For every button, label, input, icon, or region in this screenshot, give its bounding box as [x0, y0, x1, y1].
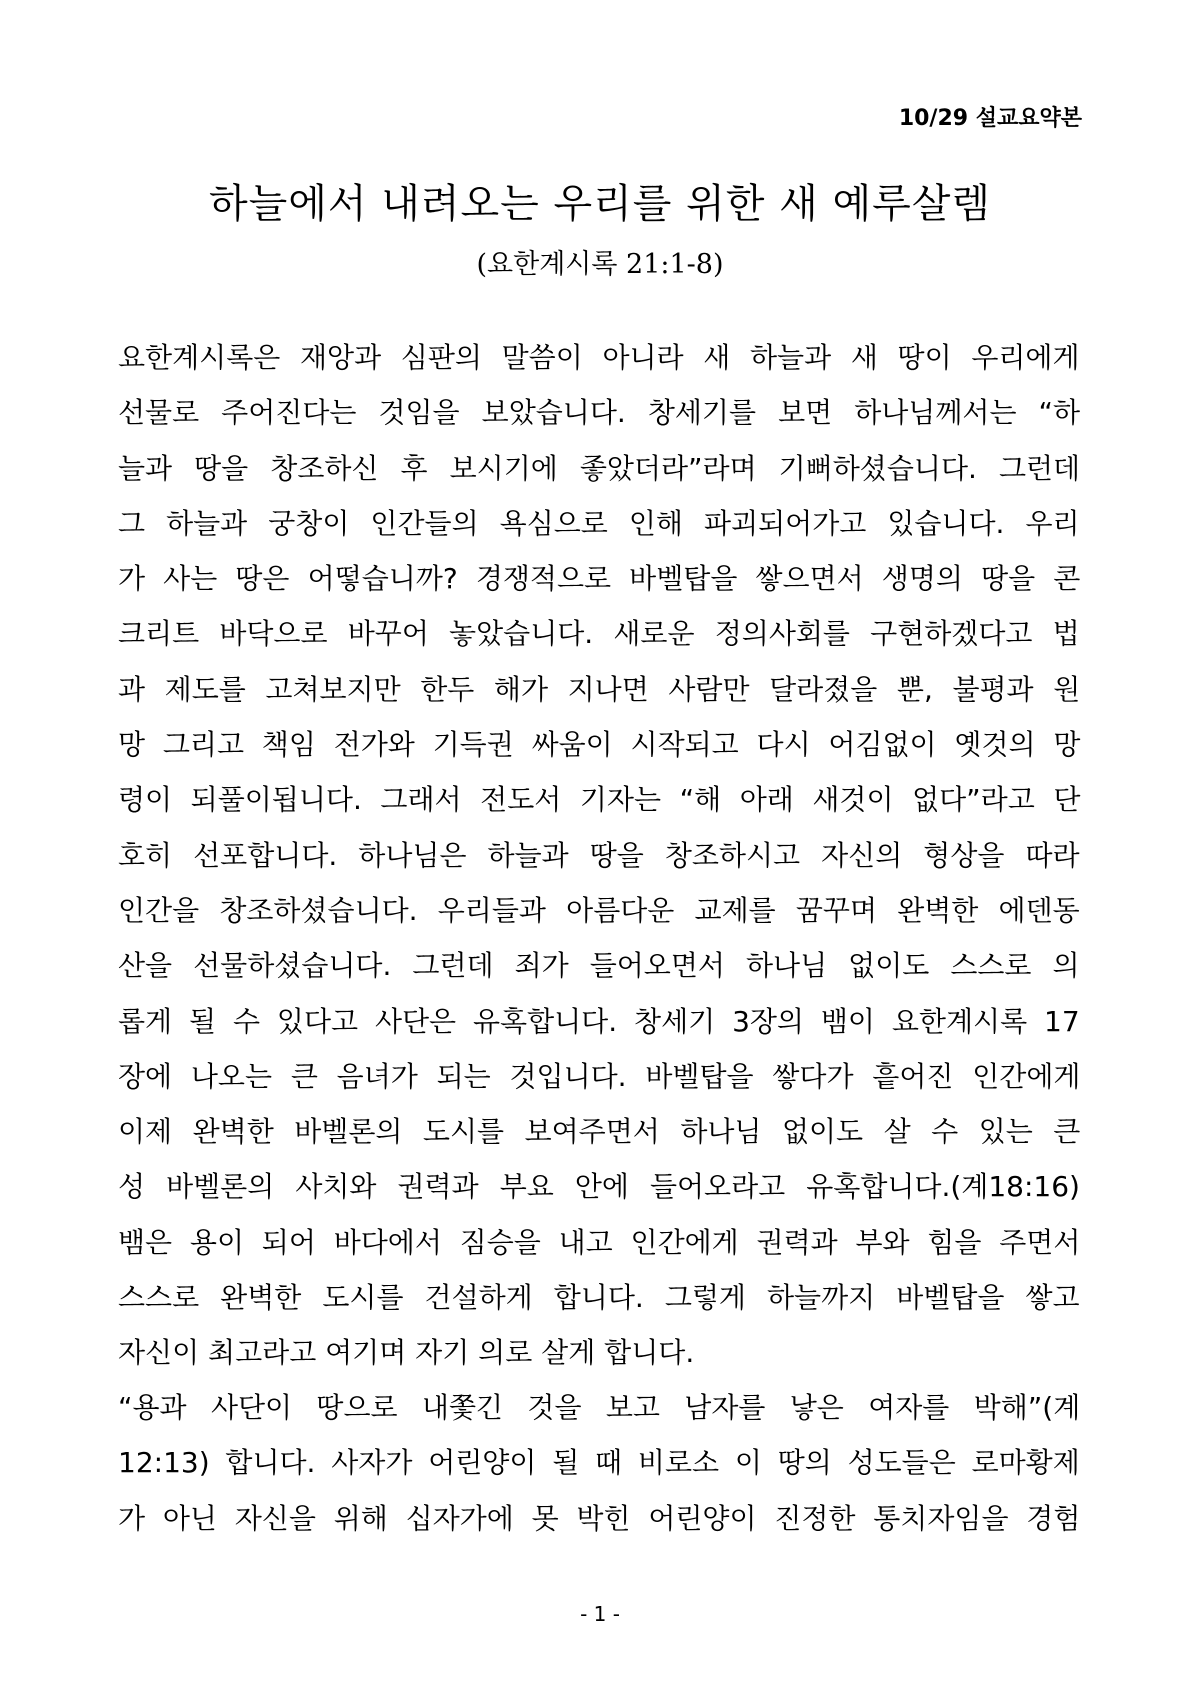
paragraph-line: 스스로 완벽한 도시를 건설하게 합니다. 그렇게 하늘까지 바벨탑을 쌓고	[118, 1281, 1080, 1315]
paragraph-line: 그 하늘과 궁창이 인간들의 욕심으로 인해 파괴되어가고 있습니다. 우리	[118, 506, 1080, 540]
paragraph-line: 요한계시록은 재앙과 심판의 말씀이 아니라 새 하늘과 새 땅이 우리에게	[118, 341, 1080, 374]
paragraph-line: 12:13) 합니다. 사자가 어린양이 될 때 비로소 이 땅의 성도들은 로마황제	[118, 1446, 1080, 1480]
paragraph-line: 망 그리고 책임 전가와 기득권 싸움이 시작되고 다시 어김없이 옛것의 망	[118, 728, 1081, 762]
paragraph-line: 가 아닌 자신을 위해 십자가에 못 박힌 어린양이 진정한 통치자임을 경험	[118, 1501, 1081, 1535]
paragraph-line: 롭게 될 수 있다고 사단은 유혹합니다. 창세기 3장의 뱀이 요한계시록 17	[118, 1004, 1080, 1038]
paragraph-line: “용과 사단이 땅으로 내쫓긴 것을 보고 남자를 낳은 여자를 박해”(계	[118, 1391, 1081, 1424]
sermon-title: 하늘에서 내려오는 우리를 위한 새 예루살렘	[208, 181, 992, 227]
paragraph-line: 이제 완벽한 바벨론의 도시를 보여주면서 하나님 없이도 살 수 있는 큰	[118, 1115, 1081, 1149]
scripture-reference: (요한계시록 21:1-8)	[476, 249, 724, 280]
paragraph-line: 가 사는 땅은 어떻습니까? 경쟁적으로 바벨탑을 쌓으면서 생명의 땅을 콘	[118, 562, 1081, 596]
paragraph-line: 령이 되풀이됩니다. 그래서 전도서 기자는 “해 아래 새것이 없다”라고 단	[118, 783, 1081, 817]
paragraph-line: 선물로 주어진다는 것임을 보았습니다. 창세기를 보면 하나님께서는 “하	[118, 396, 1081, 430]
paragraph-line: 호히 선포합니다. 하나님은 하늘과 땅을 창조하시고 자신의 형상을 따라	[118, 838, 1080, 872]
paragraph-line: 산을 선물하셨습니다. 그런데 죄가 들어오면서 하나님 없이도 스스로 의	[118, 949, 1080, 983]
paragraph-line: 크리트 바닥으로 바꾸어 놓았습니다. 새로운 정의사회를 구현하겠다고 법	[118, 617, 1080, 651]
paragraph-line: 늘과 땅을 창조하신 후 보시기에 좋았더라”라며 기뻐하셨습니다. 그런데	[118, 451, 1081, 485]
body-paragraph-1	[118, 330, 1080, 1381]
body-paragraph-2	[118, 1380, 1080, 1546]
sermon-summary-tag: 10/29 설교요약본	[898, 106, 1082, 131]
paragraph-line: 뱀은 용이 되어 바다에서 짐승을 내고 인간에게 권력과 부와 힘을 주면서	[118, 1225, 1081, 1259]
paragraph-line: 인간을 창조하셨습니다. 우리들과 아름다운 교제를 꿈꾸며 완벽한 에덴동	[118, 893, 1080, 927]
paragraph-line: 자신이 최고라고 여기며 자기 의로 살게 합니다.	[118, 1336, 695, 1370]
paragraph-line: 장에 나오는 큰 음녀가 되는 것입니다. 바벨탑을 쌓다가 흩어진 인간에게	[118, 1059, 1081, 1093]
paragraph-line: 과 제도를 고쳐보지만 한두 해가 지나면 사람만 달라졌을 뿐, 불평과 원	[118, 672, 1081, 706]
page-number: - 1 -	[580, 1602, 620, 1626]
paragraph-line: 성 바벨론의 사치와 권력과 부요 안에 들어오라고 유혹합니다.(계18:16)	[118, 1170, 1080, 1204]
